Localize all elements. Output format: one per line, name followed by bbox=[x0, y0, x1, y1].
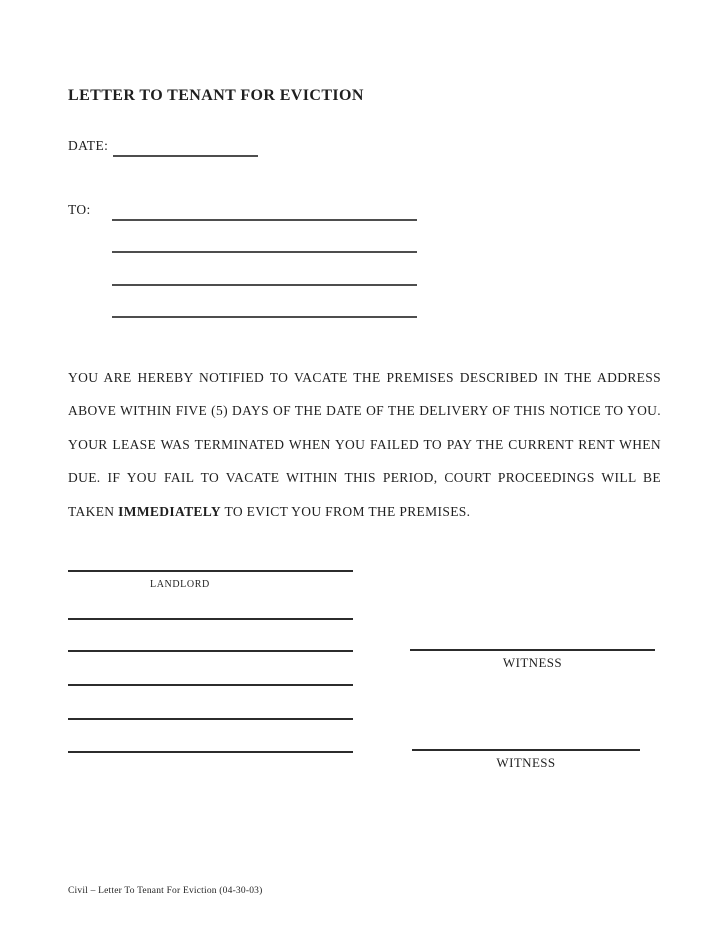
body-line-3: YOUR LEASE WAS TERMINATED WHEN YOU FAILED TO PAY THE CURRENT RENT WHEN bbox=[68, 436, 661, 452]
date-label: DATE: bbox=[68, 138, 109, 153]
to-address-line-2[interactable] bbox=[112, 251, 417, 253]
body-line-5-bold: IMMEDIATELY bbox=[118, 503, 222, 519]
signature-blank-line-6[interactable] bbox=[68, 751, 353, 753]
footer-text: Civil – Letter To Tenant For Eviction (04-30-03) bbox=[68, 886, 263, 896]
body-line-5 bbox=[68, 495, 661, 528]
witness2-label: WITNESS bbox=[496, 755, 556, 770]
body-line-5-post: TO EVICT YOU FROM THE PREMISES. bbox=[221, 503, 471, 519]
landlord-signature-line[interactable] bbox=[68, 570, 353, 572]
signature-blank-line-5[interactable] bbox=[68, 718, 353, 720]
body-paragraph bbox=[68, 361, 661, 528]
page-title: LETTER TO TENANT FOR EVICTION bbox=[68, 87, 364, 104]
witness2-signature-line[interactable] bbox=[412, 749, 640, 751]
signature-blank-line-3[interactable] bbox=[68, 650, 353, 652]
body-line-5-pre: TAKEN bbox=[68, 503, 119, 519]
to-label: TO: bbox=[68, 202, 91, 217]
landlord-label: LANDLORD bbox=[150, 579, 210, 590]
body-line-4: DUE. IF YOU FAIL TO VACATE WITHIN THIS PERIOD, COURT PROCEEDINGS WILL BE bbox=[68, 470, 661, 486]
witness1-signature-line[interactable] bbox=[410, 649, 655, 651]
body-line-2: ABOVE WITHIN FIVE (5) DAYS OF THE DATE OF THE DELIVERY OF THIS NOTICE TO YOU. bbox=[68, 403, 661, 419]
signature-blank-line-2[interactable] bbox=[68, 618, 353, 620]
to-address-line-3[interactable] bbox=[112, 284, 417, 286]
date-blank-field[interactable] bbox=[113, 155, 258, 157]
to-address-line-1[interactable] bbox=[112, 219, 417, 221]
body-line-1: YOU ARE HEREBY NOTIFIED TO VACATE THE PREMISES DESCRIBED IN THE ADDRESS bbox=[68, 370, 661, 385]
signature-blank-line-4[interactable] bbox=[68, 684, 353, 686]
to-address-line-4[interactable] bbox=[112, 316, 417, 318]
witness1-label: WITNESS bbox=[502, 655, 563, 670]
